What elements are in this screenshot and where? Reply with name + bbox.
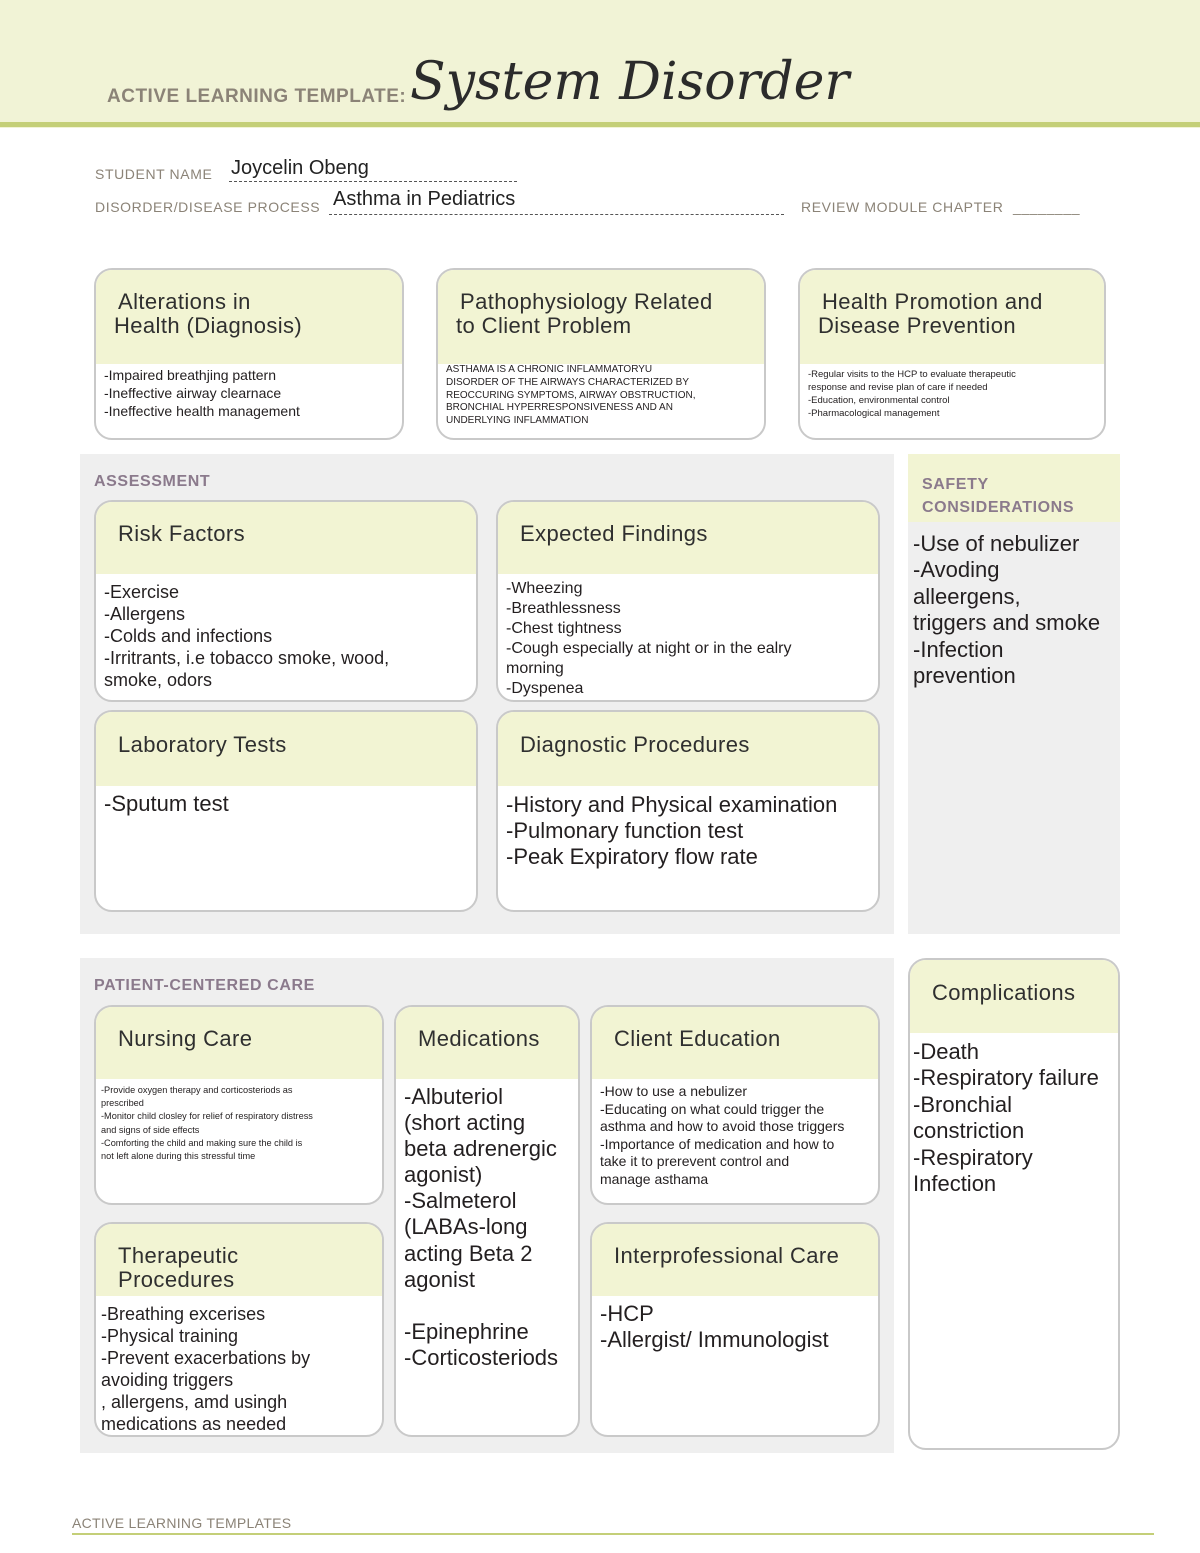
complication-line: Infection [913,1171,997,1197]
nursing-care-line: -Comforting the child and making sure the child is [101,1137,303,1148]
risk-factor-line: smoke, odors [104,670,213,690]
nursing-care-line: -Provide oxygen therapy and corticosteriods as [101,1085,293,1095]
alterations-line: -Impaired breathjing pattern [104,367,276,383]
client-education-title: Client Education [614,1026,781,1051]
safety-line: -Avoding [913,557,1000,583]
safety-title [922,473,1074,519]
therapeutic-procedure-line: avoiding triggers [101,1370,234,1390]
pathophysiology-line: DISORDER OF THE AIRWAYS CHARACTERIZED BY [446,376,689,388]
safety-panel [908,454,1120,934]
complications-card [908,958,1120,1450]
diagnostic-procedures-title: Diagnostic Procedures [520,732,750,757]
interprofessional-care-card [590,1222,880,1437]
pathophysiology-line: BRONCHIAL HYPERRESPONSIVENESS AND AN [446,402,673,414]
complication-line: -Respiratory failure [913,1065,1099,1091]
pathophysiology-title-2: to Client Problem [456,313,632,338]
header-rule [0,122,1200,127]
alterations-title-1: Alterations in [118,289,251,314]
pathophysiology-line: UNDERLYING INFLAMMATION [446,415,589,427]
pathophysiology-card [436,268,766,440]
template-title: System Disorder [410,52,850,112]
health-promotion-title-1: Health Promotion and [822,289,1043,314]
interprofessional-care-line: -Allergist/ Immunologist [600,1327,829,1352]
client-education-card [590,1005,880,1205]
risk-factors-card [94,500,478,702]
expected-findings-title: Expected Findings [520,521,708,546]
patient-care-title: PATIENT-CENTERED CARE [94,977,315,994]
complications-title: Complications [932,980,1076,1005]
expected-finding-line: -Dyspenea [506,680,584,697]
client-education-line: -Importance of medication and how to [600,1135,835,1152]
therapeutic-procedure-line: -Breathing excerises [101,1304,266,1324]
complication-line: -Respiratory [913,1144,1033,1170]
student-name-value: Joycelin Obeng [231,157,369,179]
nursing-care-line: not left alone during this stressful time [101,1151,256,1162]
laboratory-tests-card [94,710,478,912]
safety-title-2: CONSIDERATIONS [922,499,1075,516]
disorder-label: DISORDER/DISEASE PROCESS [95,199,321,215]
nursing-care-line: prescribed [101,1098,144,1109]
safety-title-1: SAFETY [922,476,989,493]
health-promotion-line: response and revise plan of care if needed [808,382,988,393]
health-promotion-title-2: Disease Prevention [818,313,1016,338]
interprofessional-care-line: -HCP [600,1301,654,1326]
medication-line: (short acting [404,1110,526,1136]
health-promotion-line: -Regular visits to the HCP to evaluate therapeutic [808,369,1016,380]
therapeutic-procedure-line: medications as needed [101,1414,287,1434]
nursing-care-title: Nursing Care [118,1026,253,1051]
client-education-line: take it to prerevent control and [600,1153,790,1170]
medication-line [404,1293,570,1319]
safety-line: prevention [913,663,1016,689]
review-module-label: REVIEW MODULE CHAPTER [801,199,1004,215]
review-module-field[interactable]: ________ [1013,199,1081,215]
health-promotion-line: -Pharmacological management [808,408,940,419]
laboratory-test-line: -Sputum test [104,791,229,816]
therapeutic-procedure-line: -Physical training [101,1326,239,1346]
complication-line: -Death [913,1039,980,1064]
expected-finding-line: -Cough especially at night or in the ealry [506,640,792,657]
expected-finding-line: -Wheezing [506,580,583,597]
complication-line: constriction [913,1118,1025,1144]
student-name-label: STUDENT NAME [95,166,213,182]
medications-card [394,1005,580,1437]
expected-finding-line: morning [506,660,564,677]
risk-factors-title: Risk Factors [118,521,246,546]
template-label: ACTIVE LEARNING TEMPLATE: [107,86,407,107]
health-promotion-card [798,268,1106,440]
nursing-care-line: and signs of side effects [101,1124,200,1135]
client-education-line: asthma and how to avoid those triggers [600,1118,845,1135]
risk-factor-line: -Allergens [104,604,186,624]
risk-factor-line: -Exercise [104,582,180,602]
therapeutic-procedures-title: Therapeutic Procedures [118,1243,239,1292]
therapeutic-procedure-line: -Prevent exacerbations by [101,1348,311,1368]
medication-line: -Albuteriol [404,1084,504,1109]
therapeutic-procedures-card [94,1222,384,1437]
assessment-title: ASSESSMENT [94,473,211,490]
medication-line: -Salmeterol [404,1188,517,1214]
medication-line: -Epinephrine [404,1318,529,1344]
laboratory-tests-title: Laboratory Tests [118,732,287,757]
disorder-value: Asthma in Pediatrics [333,188,516,210]
pathophysiology-line: ASTHAMA IS A CHRONIC INFLAMMATORYU [446,364,653,375]
safety-list [913,531,1100,689]
medication-line: agonist [404,1266,475,1292]
footer-text: ACTIVE LEARNING TEMPLATES [72,1515,292,1531]
expected-findings-card [496,500,880,702]
complication-line: -Bronchial [913,1091,1013,1117]
diagnostic-procedure-line: -Pulmonary function test [506,818,744,843]
diagnostic-procedures-card [496,710,880,912]
client-education-line: -How to use a nebulizer [600,1083,748,1099]
alterations-line: -Ineffective health management [104,403,300,419]
health-promotion-line: -Education, environmental control [808,395,950,406]
footer-rule [72,1533,1154,1535]
medication-line: agonist) [404,1162,483,1188]
medication-line: (LABAs-long [404,1214,528,1240]
safety-line: -Infection [913,636,1004,662]
risk-factor-line: -Irritrants, i.e tobacco smoke, wood, [104,648,390,668]
alterations-card [94,268,404,440]
client-education-line: manage asthama [600,1170,709,1187]
client-education-line: -Educating on what could trigger the [600,1100,825,1117]
nursing-care-line: -Monitor child closley for relief of respiratory distress [101,1111,313,1122]
expected-finding-line: -Breathlessness [506,600,621,617]
medications-title: Medications [418,1026,540,1051]
therapeutic-procedure-line: , allergens, amd usingh [101,1392,288,1412]
alterations-title-2: Health (Diagnosis) [114,313,303,338]
interprofessional-care-title: Interprofessional Care [614,1243,840,1268]
pathophysiology-title-1: Pathophysiology Related [460,289,713,314]
alterations-line: -Ineffective airway clearnace [104,385,282,401]
expected-finding-line: -Chest tightness [506,620,622,637]
medication-line: beta adrenergic [404,1136,557,1162]
diagnostic-procedure-line: -Peak Expiratory flow rate [506,844,758,869]
safety-line: triggers and smoke [913,610,1101,636]
safety-line: -Use of nebulizer [913,531,1080,556]
nursing-care-card [94,1005,384,1205]
pathophysiology-line: REOCCURING SYMPTOMS, AIRWAY OBSTRUCTION, [446,389,696,401]
diagnostic-procedure-line: -History and Physical examination [506,792,838,817]
medication-line: acting Beta 2 [404,1240,533,1266]
medication-line: -Corticosteriods [404,1344,559,1370]
safety-line: alleergens, [913,583,1021,609]
risk-factor-line: -Colds and infections [104,626,273,646]
